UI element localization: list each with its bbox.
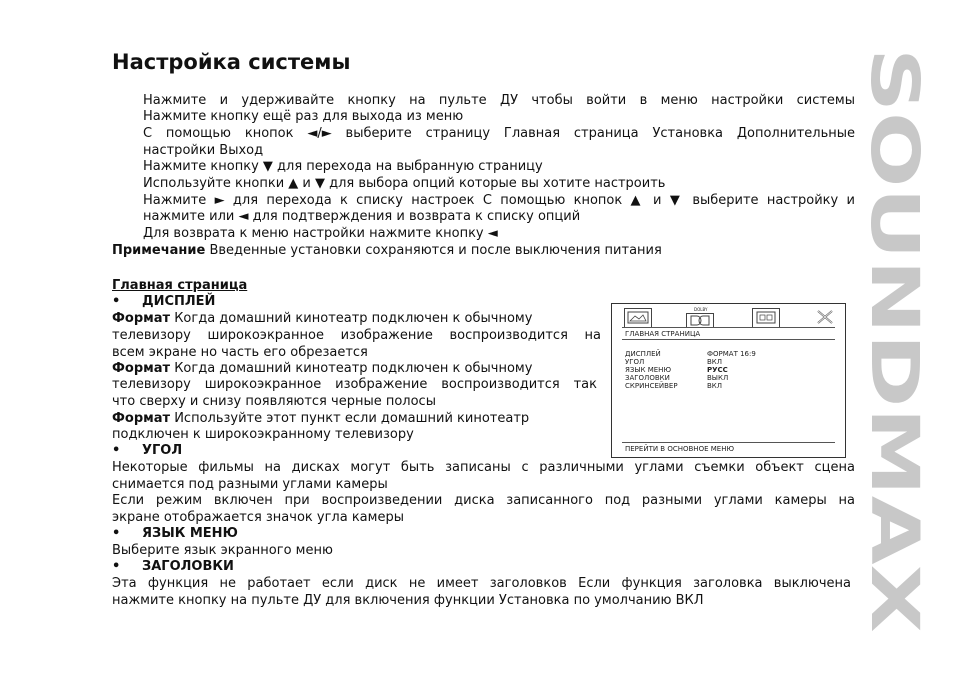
angle-line-4: экране отображается значок угла камеры xyxy=(112,510,404,525)
osd-row-titles-value: ВЫКЛ xyxy=(707,374,729,382)
intro-line-2: Нажмите кнопку ещё раз для выхода из меню xyxy=(143,109,464,124)
note xyxy=(112,243,662,259)
page-title: Настройка системы xyxy=(112,50,351,74)
format-1-line-1: Формат Когда домашний кинотеатр подключен к обычному xyxy=(112,311,533,326)
intro-line-4: настройки Выход xyxy=(143,143,264,158)
osd-row-screensaver-value: ВКЛ xyxy=(707,382,723,390)
intro-line-5: Нажмите кнопку ▼ для перехода на выбранную страницу xyxy=(143,159,543,174)
format-2-line-1: Формат Когда домашний кинотеатр подключен к обычному xyxy=(112,361,533,376)
brand-text: SOUNDMAX xyxy=(856,48,933,483)
display-setup-icon xyxy=(624,308,652,328)
note-text: Введенные установки сохраняются и после выключения питания xyxy=(205,243,662,258)
titles-line-2: нажмите кнопку на пульте ДУ для включения функции Установка по умолчанию ВКЛ xyxy=(112,593,704,608)
bullet-titles: • ЗАГОЛОВКИ xyxy=(112,559,234,574)
menu-language-line-1: Выберите язык экранного меню xyxy=(112,543,333,558)
osd-page-title: ГЛАВНАЯ СТРАНИЦА xyxy=(625,330,701,338)
intro-line-9: Для возврата к меню настройки нажмите кнопку ◄ xyxy=(143,226,498,241)
soundmax-logo xyxy=(856,48,933,638)
note-label: Примечание xyxy=(112,243,206,258)
intro-line-3: С помощью кнопок ◄/► выберите страницу Главная страница Установка Дополнительные xyxy=(143,126,855,141)
osd-top-divider xyxy=(622,327,835,328)
osd-footer: ПЕРЕЙТИ В ОСНОВНОЕ МЕНЮ xyxy=(625,445,735,453)
osd-row-menu-language-name: ЯЗЫК МЕНЮ xyxy=(625,366,672,374)
audio-setup-icon xyxy=(686,313,714,328)
osd-row-angle-name: УГОЛ xyxy=(625,358,645,366)
format-3-line-2: подключен к широкоэкранному телевизору xyxy=(112,427,414,442)
bullet-angle: • УГОЛ xyxy=(112,443,183,458)
section-heading: Главная страница xyxy=(112,278,248,293)
format-2-line-3: что сверху и снизу появляются черные полосы xyxy=(112,394,436,409)
osd-title-divider xyxy=(622,339,835,340)
osd-row-menu-language-value: РУСС xyxy=(707,366,728,374)
format-2-line-2: телевизору широкоэкранное изображение воспроизводится так xyxy=(112,377,597,392)
titles-line-1: Эта функция не работает если диск не имеет заголовков Если функция заголовка выключена xyxy=(112,576,851,591)
intro-line-6: Используйте кнопки ▲ и ▼ для выбора опций которые вы хотите настроить xyxy=(143,176,666,191)
bullet-display: • ДИСПЛЕЙ xyxy=(112,294,216,309)
format-1-line-3: всем экране но часть его обрезается xyxy=(112,345,368,360)
osd-menu-screenshot xyxy=(611,303,846,458)
intro-line-8: нажмите или ◄ для подтверждения и возврата к списку опций xyxy=(143,209,581,224)
osd-row-display-value: ФОРМАТ 16:9 xyxy=(707,350,756,358)
osd-footer-divider xyxy=(622,442,835,443)
preferences-icon xyxy=(752,308,780,328)
angle-line-2: снимается под разными углами камеры xyxy=(112,477,388,492)
osd-row-screensaver-name: СКРИНСЕЙВЕР xyxy=(625,382,678,390)
bullet-menu-language: • ЯЗЫК МЕНЮ xyxy=(112,526,238,541)
osd-row-angle-value: ВКЛ xyxy=(707,358,723,366)
osd-row-titles-name: ЗАГОЛОВКИ xyxy=(625,374,670,382)
intro-line-7: Нажмите ► для перехода к списку настроек С помощью кнопок ▲ и ▼ выберите настройку и xyxy=(143,193,855,208)
angle-line-3: Если режим включен при воспроизведении диска записанного под разными углами камеры на xyxy=(112,493,855,508)
osd-dolby-label: DOLBY xyxy=(694,307,708,312)
intro-line-1: Нажмите и удерживайте кнопку на пульте ДУ чтобы войти в меню настройки системы xyxy=(143,93,855,108)
osd-row-display-name: ДИСПЛЕЙ xyxy=(625,350,661,358)
format-1-line-2: телевизору широкоэкранное изображение воспроизводится на xyxy=(112,328,601,343)
angle-line-1: Некоторые фильмы на дисках могут быть записаны с различными углами съемки объект сцена xyxy=(112,460,855,475)
exit-icon xyxy=(812,308,838,326)
format-3-line-1: Формат Используйте этот пункт если домашний кинотеатр xyxy=(112,411,530,426)
